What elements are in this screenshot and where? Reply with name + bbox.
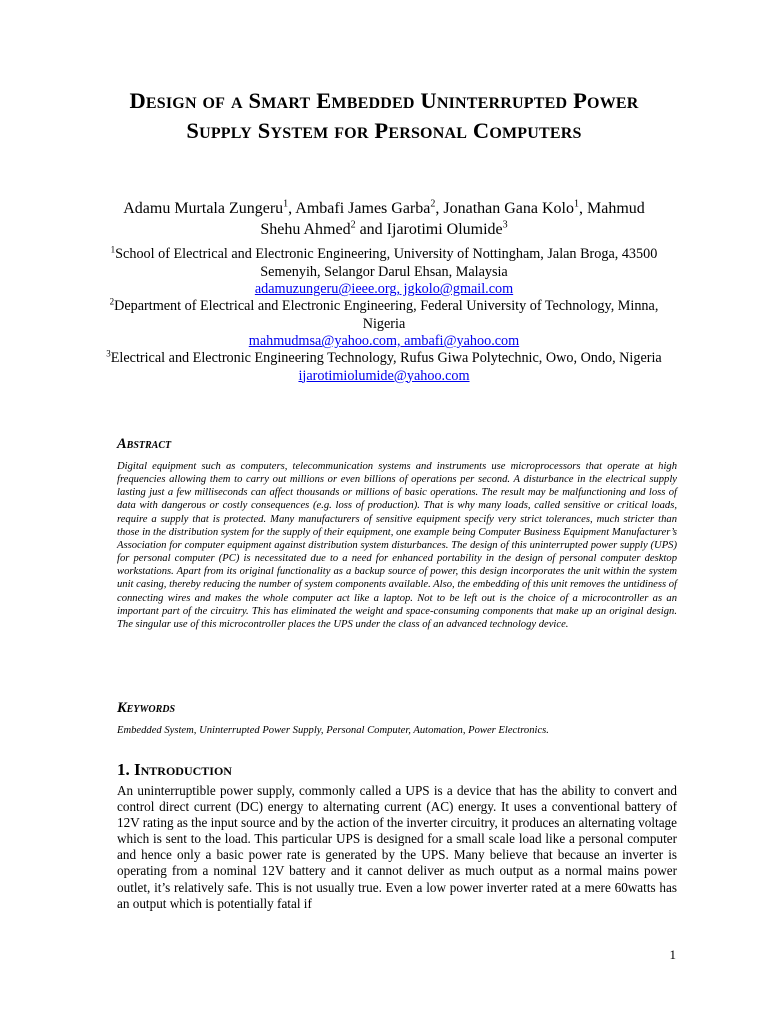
affiliation-2 xyxy=(96,298,672,351)
affiliation-3-number: 3 xyxy=(106,348,111,359)
affiliation-3-email-link[interactable]: ijarotimiolumide@yahoo.com xyxy=(298,367,470,384)
paper-title: Design of a Smart Embedded Uninterrupted Power Supply System for Personal Computers xyxy=(129,88,639,143)
keywords-heading: Keywords xyxy=(117,700,176,716)
author-name: Adamu Murtala Zungeru xyxy=(123,200,284,217)
author-affiliation-mark: 1 xyxy=(574,198,579,210)
author-name: Mahmud Shehu Ahmed xyxy=(260,200,645,238)
introduction-text: An uninterruptible power supply, commonly called a UPS is a device that has the ability to convert and control direct current (DC) energy to alternating current (AC) energy. It uses a conventional battery of 12V rating as the input source and by the action of the inverter circuitry, it produces an alternating voltage which is sent to the load. This particular UPS is designed for a small scale load like a personal computer and hence only a basic power rate is generated by the UPS. Many believe that because an inverter is operating from a nominal 12V battery and it cannot deliver as much output as a normal mains power outlet, it’s relatively safe. This is not usually true. Even a low power inverter rated at a mere 60watts has an output which is potentially fatal if xyxy=(117,783,677,911)
affiliation-1 xyxy=(96,246,672,299)
affiliation-3-text: Electrical and Electronic Engineering Technology, Rufus Giwa Polytechnic, Owo, Ondo, Nigeria xyxy=(110,350,662,366)
author-separator: , xyxy=(435,200,444,217)
author-affiliation-mark: 2 xyxy=(350,219,356,231)
author-separator: , xyxy=(288,200,296,217)
affiliation-2-number: 2 xyxy=(109,296,115,307)
author-affiliation-mark: 1 xyxy=(283,198,289,210)
introduction-heading: 1. Introduction xyxy=(117,760,232,779)
author-name: Ijarotimi Olumide xyxy=(386,221,503,238)
author-list xyxy=(110,198,658,240)
affiliation-1-email-link[interactable]: adamuzungeru@ieee.org, jgkolo@gmail.com xyxy=(254,281,514,297)
author-affiliation-mark: 2 xyxy=(430,198,436,210)
affiliation-2-email-link[interactable]: mahmudmsa@yahoo.com, ambafi@yahoo.com xyxy=(248,333,520,349)
author-name: Jonathan Gana Kolo xyxy=(443,200,574,217)
affiliation-1-number: 1 xyxy=(110,244,116,255)
abstract-text: Digital equipment such as computers, telecommunication systems and instruments use microprocessors that operate at high frequencies allowing them to carry out millions or even billions of operations per second. A disturbance in the electrical supply lasting just a few milliseconds can affect thousands or millions of basic operations. The result may be malfunctioning and loss of data with dangerous or costly consequences (e.g. loss of production). That is why many loads, called sensitive or critical loads, require a supply that is protected. Many manufacturers of sensitive equipment specify very strict tolerances, much stricter than those in the distribution system for the supply of their equipment, one example being Computer Business Equipment Manufacturer’s Association for computer equipment against distribution system disturbances. The design of this uninterrupted power supply (UPS) for personal computer (PC) is necessitated due to a need for enhanced portability in the design of personal computer desktop workstations. Apart from its original functionality as a backup source of power, this design incorporates the unit within the system unit casing, thereby reducing the number of system components available. Also, the embedding of this unit removes the untidiness of connecting wires and makes the whole computer act like a laptop. Not to be left out is the choice of a microcontroller as an important part of the circuitry. This has eliminated the weight and space-consuming components that make up an original design. The singular use of this microcontroller places the UPS under the class of an advanced technology device. xyxy=(117,461,678,630)
author-affiliation-mark: 3 xyxy=(502,219,508,231)
abstract-heading: Abstract xyxy=(117,436,172,452)
page-number: 1 xyxy=(669,947,676,962)
author-name: Ambafi James Garba xyxy=(295,200,431,217)
affiliation-2-text: Department of Electrical and Electronic Engineering, Federal University of Technology, Minna, Nigeria xyxy=(114,298,659,332)
author-separator: , xyxy=(579,200,587,217)
author-separator: and xyxy=(355,221,387,238)
keywords-text: Embedded System, Uninterrupted Power Supply, Personal Computer, Automation, Power Electronics. xyxy=(117,725,549,736)
affiliation-3 xyxy=(96,350,672,385)
affiliation-1-text: School of Electrical and Electronic Engineering, University of Nottingham, Jalan Broga, 43500 Semenyih, Selangor Darul Ehsan, Malaysia xyxy=(115,246,658,280)
